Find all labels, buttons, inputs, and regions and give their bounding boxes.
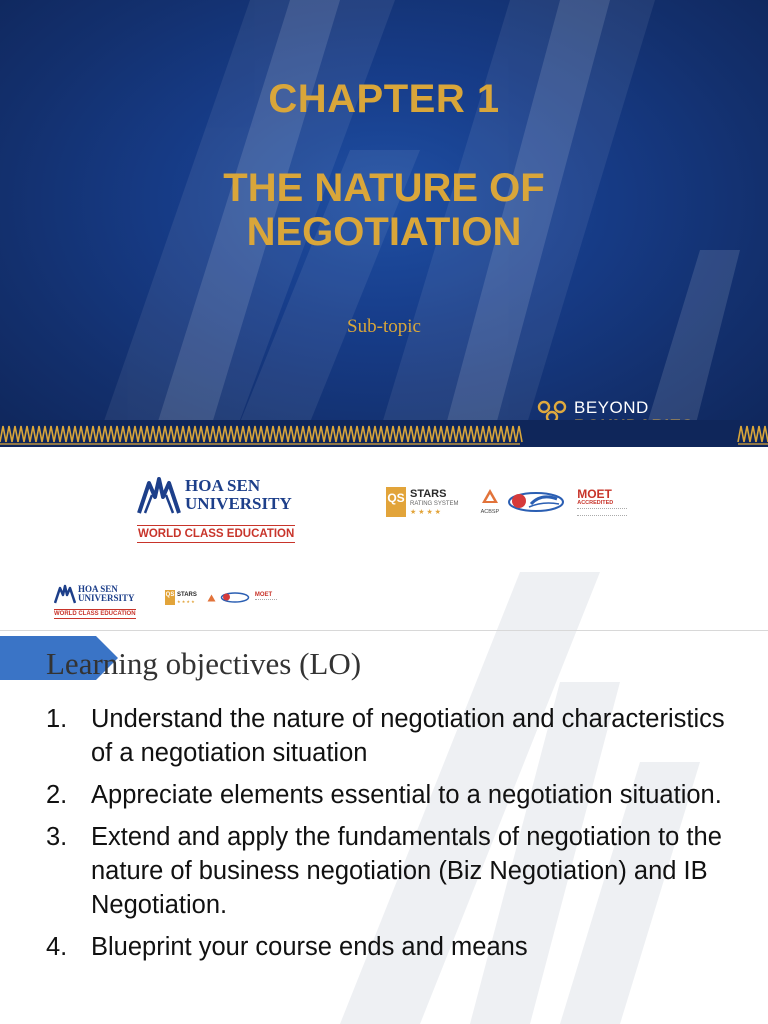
list-item-number: 2.: [46, 781, 68, 809]
section-heading: Learning objectives (LO): [46, 646, 362, 681]
acbsp-text: ACBSP: [480, 509, 500, 515]
university-name-line1: HOA SEN: [185, 476, 261, 495]
subtopic-label: Sub-topic: [347, 316, 421, 337]
chapter-label: CHAPTER 1: [268, 77, 500, 121]
list-item: [46, 778, 736, 812]
list-item-text: Extend and apply the fundamentals of negotiation to the nature of business negotiation (Biz Negotiation) and IB Negotiation.: [91, 823, 722, 919]
gold-pattern-band: [0, 420, 768, 447]
qs-stars-badge: [386, 487, 459, 517]
learning-objectives-slide: [0, 562, 768, 1024]
qs-stars-badge-small: [165, 590, 197, 605]
list-item-number: 3.: [46, 823, 68, 851]
objectives-list: [46, 702, 736, 972]
acbsp-triangle-icon: [481, 488, 499, 504]
title-slide: [0, 0, 768, 447]
moet-badge-small: [255, 592, 277, 603]
moet-badge: [577, 488, 627, 516]
university-tagline: WORLD CLASS EDUCATION: [137, 525, 295, 543]
title-block: [0, 76, 768, 254]
list-item: [46, 702, 736, 770]
quality-assurance-icon-small: [220, 591, 250, 604]
slide-title: THE NATURE OF NEGOTIATION: [223, 166, 545, 254]
header-divider: [0, 630, 768, 631]
hoa-sen-logo-small: [54, 584, 135, 604]
beyond-text: BEYOND: [574, 398, 649, 417]
list-item-text: Understand the nature of negotiation and characteristics of a negotiation situation: [91, 705, 725, 767]
moet-text: MOET: [577, 487, 612, 501]
qs-stars-text: STARS: [410, 487, 447, 500]
list-item-number: 4.: [46, 933, 68, 961]
qs-star-row-small: ★ ★ ★ ★: [177, 598, 195, 604]
list-item-text: Blueprint your course ends and means: [91, 933, 528, 961]
list-item-text: Appreciate elements essential to a negotiation situation.: [91, 781, 722, 809]
accreditation-badges: [386, 487, 627, 517]
accreditation-badges-small: [165, 590, 277, 605]
qs-mark: QS: [386, 487, 406, 517]
university-name-line2-small: UNIVERSITY: [78, 593, 135, 603]
list-item: [46, 930, 736, 964]
list-item: [46, 820, 736, 922]
qs-mark-small: QS: [165, 590, 175, 605]
qs-stars-text-small: STARS: [177, 591, 197, 598]
accreditation-strip: [0, 447, 768, 562]
qs-star-row: ★ ★ ★ ★: [410, 508, 441, 516]
moet-accredited-text: ACCREDITED: [577, 500, 614, 506]
moet-fine-print: [577, 508, 627, 516]
acbsp-badge: [481, 488, 500, 516]
acbsp-triangle-icon-small: [207, 594, 216, 602]
lotus-mountain-icon-small: [54, 584, 76, 604]
moet-fine-print-small: [255, 599, 277, 603]
university-tagline-small: WORLD CLASS EDUCATION: [54, 611, 136, 617]
qs-rating-text: RATING SYSTEM: [410, 500, 459, 507]
quality-assurance-icon: [507, 489, 565, 515]
university-name-line1-small: HOA SEN: [78, 584, 118, 594]
list-item-number: 1.: [46, 705, 68, 733]
moet-text-small: MOET: [254, 592, 273, 598]
university-name-line2: UNIVERSITY: [185, 494, 292, 513]
lotus-mountain-icon: [137, 475, 181, 515]
hoa-sen-logo-large: [137, 475, 292, 515]
